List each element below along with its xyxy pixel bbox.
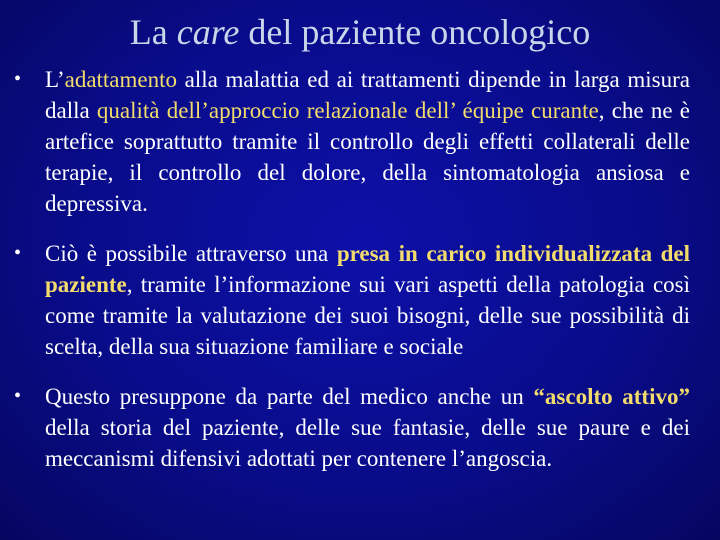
bullet-item [0, 64, 720, 219]
bullet-text-segment: Ciò è possibile attraverso una [45, 241, 337, 266]
bullet-highlight: presa in carico individualizzata del paziente [45, 241, 690, 297]
bullet-text-segment: , tramite l’informazione sui vari aspetti della patologia così come tramite la valutazione dei suoi bisogni, delle sue possibilità di scelta, della sua situazione familiare e sociale [45, 272, 690, 359]
bullet-text-segment: della storia del paziente, delle sue fantasie, delle sue paure e dei meccanismi difensivi adottati per contenere l’angoscia. [45, 415, 690, 471]
bullet-text-segment: L’ [45, 67, 65, 92]
bullet-dot-icon: • [14, 385, 22, 407]
bullet-text-segment: alla malattia ed ai trattamenti dipende in larga misura dalla [45, 67, 690, 123]
bullet-highlight: “ascolto attivo” [533, 384, 690, 409]
title-italic-word: care [176, 12, 240, 52]
bullet-highlight: adattamento [64, 67, 178, 92]
title-prefix: La [129, 12, 177, 52]
bullet-item [0, 381, 720, 474]
bullet-text-segment: Questo presuppone da parte del medico anche un [45, 384, 534, 409]
bullet-list [0, 64, 720, 493]
bullet-dot-icon: • [14, 68, 22, 90]
title-suffix: del paziente oncologico [239, 12, 591, 52]
bullet-dot-icon: • [14, 242, 22, 264]
slide-title [0, 10, 720, 54]
bullet-highlight: qualità dell’approccio relazionale dell’ équipe curante [96, 98, 599, 123]
bullet-text-segment: , che ne è artefice soprattutto tramite il controllo degli effetti collaterali delle terapie, il controllo del dolore, della sintomatologia ansiosa e depressiva. [45, 98, 690, 216]
bullet-item [0, 238, 720, 362]
